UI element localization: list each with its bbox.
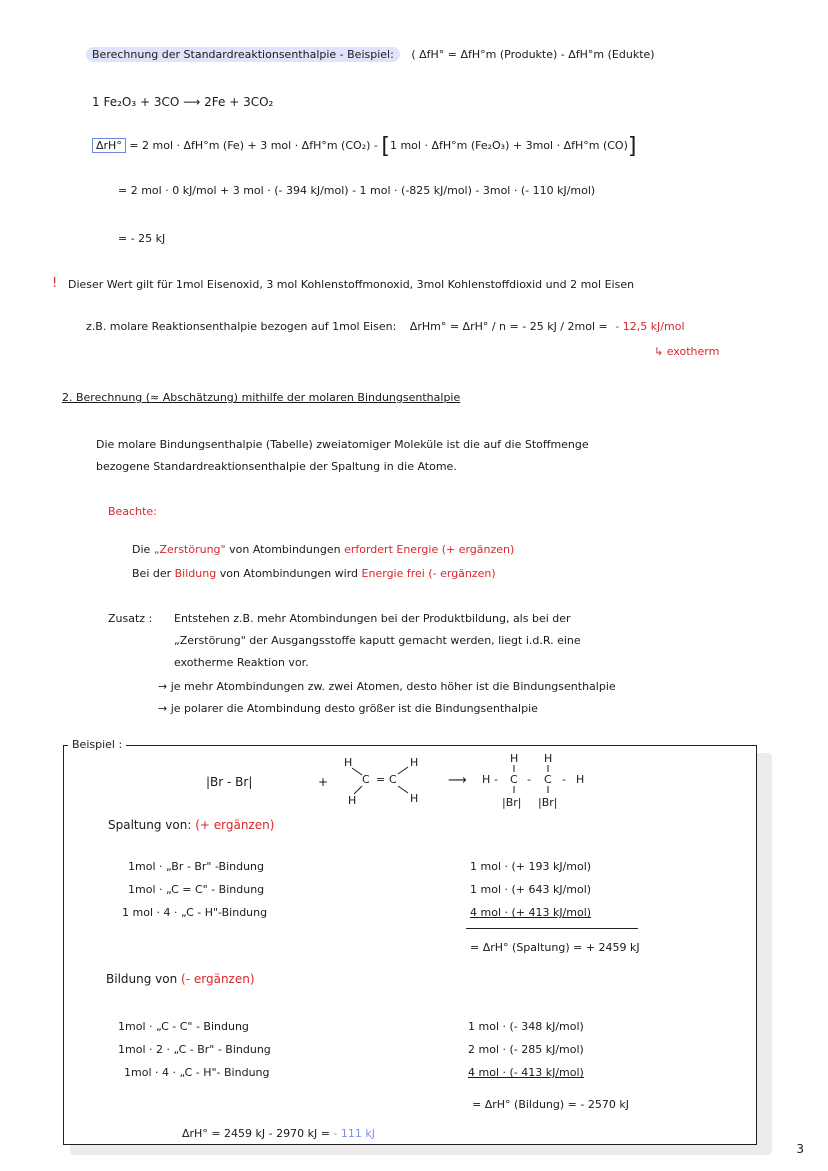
section2-heading: 2. Berechnung (≈ Abschätzung) mithilfe der molaren Bindungsenthalpie — [62, 391, 461, 404]
calc-line-2: = 2 mol · 0 kJ/mol + 3 mol · (- 394 kJ/mol) - 1 mol · (-825 kJ/mol) - 3mol · (- 110 kJ/mol) — [118, 184, 596, 197]
bi-row-1-left: 1mol · „C - C" - Bindung — [118, 1020, 249, 1033]
svg-text:-: - — [562, 773, 566, 786]
ethene-h-bottom-left: H — [348, 794, 357, 807]
warning-mark: ! — [52, 276, 58, 291]
sp-row-2-right: 1 mol · (+ 643 kJ/mol) — [470, 883, 592, 896]
bracket-close: ] — [627, 134, 637, 159]
calc-line-3: = - 25 kJ — [118, 232, 166, 245]
ethene-double-bond: = — [376, 773, 386, 786]
spaltung-label: Spaltung von: — [108, 818, 192, 832]
molar-text: z.B. molare Reaktionsenthalpie bezogen auf 1mol Eisen: — [86, 320, 397, 333]
final-result — [182, 1127, 375, 1140]
bi-row-3-right: 4 mol · (- 413 kJ/mol) — [468, 1066, 584, 1079]
rule-formation — [132, 567, 496, 580]
svg-text:C: C — [510, 773, 518, 786]
page-number: 3 — [796, 1142, 804, 1156]
ethene-h-top-right: H — [410, 756, 419, 769]
exotherm-note: ↳ exotherm — [654, 345, 720, 358]
rule2-part-d: Energie frei (- ergänzen) — [361, 567, 496, 580]
rule-destruction — [132, 543, 514, 556]
validity-note: Dieser Wert gilt für 1mol Eisenoxid, 3 mol Kohlenstoffmonoxid, 3mol Kohlenstoffdioxid und 2 mol Eisen — [68, 278, 635, 291]
bracket-open: [ — [381, 134, 390, 159]
bi-row-3-left: 1mol · 4 · „C - H"- Bindung — [124, 1066, 270, 1079]
zusatz-line-3: exotherme Reaktion vor. — [174, 656, 309, 669]
enthalpy-formula: ( ΔfH° = ΔfH°m (Produkte) - ΔfH°m (Edukte) — [411, 48, 655, 61]
definition-line-2: bezogene Standardreaktionsenthalpie der Spaltung in die Atome. — [96, 460, 457, 473]
bildung-heading — [106, 972, 255, 986]
molar-result: - 12,5 kJ/mol — [615, 320, 685, 333]
molar-line — [86, 320, 685, 333]
svg-text:|Br|: |Br| — [502, 796, 522, 809]
rule1-part-a: Die — [132, 543, 151, 556]
section1-heading: Berechnung der Standardreaktionsenthalpie - Beispiel: — [86, 47, 400, 62]
calc-line-1 — [92, 134, 637, 159]
svg-text:-: - — [527, 773, 531, 786]
bi-row-2-right: 2 mol · (- 285 kJ/mol) — [468, 1043, 584, 1056]
sp-row-3-right: 4 mol · (+ 413 kJ/mol) — [470, 906, 592, 919]
spaltung-heading — [108, 818, 274, 832]
rule1-part-d: erfordert Energie (+ ergänzen) — [344, 543, 515, 556]
reaction-equation: 1 Fe₂O₃ + 3CO ⟶ 2Fe + 3CO₂ — [92, 95, 274, 109]
rule1-part-b: „Zerstörung" — [153, 543, 226, 556]
calc-line-1b-text: 1 mol · ΔfH°m (Fe₂O₃) + 3mol · ΔfH°m (CO) — [389, 139, 628, 152]
dibromoethane-structure — [478, 750, 608, 820]
sp-row-1-left: 1mol · „Br - Br" -Bindung — [128, 860, 265, 873]
definition-line-1: Die molare Bindungsenthalpie (Tabelle) zweiatomiger Moleküle ist die auf die Stoffmenge — [96, 438, 589, 451]
bi-sum: = ΔrH° (Bildung) = - 2570 kJ — [472, 1098, 629, 1111]
zusatz-line-2: „Zerstörung" der Ausgangsstoffe kaputt gemacht werden, liegt i.d.R. eine — [174, 634, 581, 647]
sp-sum-rule — [466, 928, 638, 929]
molar-formula: ΔrHm° = ΔrH° / n = - 25 kJ / 2mol = — [409, 320, 608, 333]
rule1-part-c: von Atombindungen — [229, 543, 341, 556]
section1-heading-line — [86, 48, 655, 61]
calc-label-box: ΔrH° — [92, 138, 126, 153]
svg-text:H: H — [482, 773, 491, 786]
sp-row-3-left: 1 mol · 4 · „C - H"-Bindung — [122, 906, 268, 919]
example-label: Beispiel : — [68, 738, 126, 751]
sp-row-1-right: 1 mol · (+ 193 kJ/mol) — [470, 860, 592, 873]
ethene-h-top-left: H — [344, 756, 353, 769]
reaction-arrow: ⟶ — [448, 773, 467, 788]
svg-text:H: H — [544, 752, 553, 765]
rule2-part-a: Bei der — [132, 567, 172, 580]
final-value: - 111 kJ — [333, 1127, 375, 1140]
spaltung-sign: (+ ergänzen) — [195, 818, 275, 832]
calc-line-1-text: = 2 mol · ΔfH°m (Fe) + 3 mol · ΔfH°m (CO₂) - — [129, 139, 378, 152]
rule2-part-b: Bildung — [174, 567, 217, 580]
ethene-c-right: C — [389, 773, 397, 786]
bildung-sign: (- ergänzen) — [181, 972, 255, 986]
bi-row-1-right: 1 mol · (- 348 kJ/mol) — [468, 1020, 584, 1033]
ethene-h-bottom-right: H — [410, 792, 419, 805]
zusatz-line-1: Entstehen z.B. mehr Atombindungen bei der Produktbildung, als bei der — [174, 612, 571, 625]
svg-text:H: H — [576, 773, 585, 786]
sp-sum: = ΔrH° (Spaltung) = + 2459 kJ — [470, 941, 640, 954]
arrow-point-1: → je mehr Atombindungen zw. zwei Atomen, desto höher ist die Bindungsenthalpie — [158, 680, 616, 693]
svg-text:H: H — [510, 752, 519, 765]
svg-text:-: - — [494, 773, 498, 786]
molecule-br2: |Br - Br| — [206, 775, 253, 789]
ethene-c-left: C — [362, 773, 370, 786]
zusatz-label: Zusatz : — [108, 612, 153, 625]
svg-text:C: C — [544, 773, 552, 786]
svg-text:|Br|: |Br| — [538, 796, 558, 809]
beachte-label: Beachte: — [108, 505, 157, 518]
final-equation: ΔrH° = 2459 kJ - 2970 kJ = — [182, 1127, 330, 1140]
bildung-label: Bildung von — [106, 972, 178, 986]
bi-row-2-left: 1mol · 2 · „C - Br" - Bindung — [118, 1043, 271, 1056]
arrow-point-2: → je polarer die Atombindung desto größer ist die Bindungsenthalpie — [158, 702, 538, 715]
rule2-part-c: von Atombindungen wird — [219, 567, 359, 580]
plus-sign: + — [318, 775, 329, 789]
sp-row-2-left: 1mol · „C = C" - Bindung — [128, 883, 265, 896]
